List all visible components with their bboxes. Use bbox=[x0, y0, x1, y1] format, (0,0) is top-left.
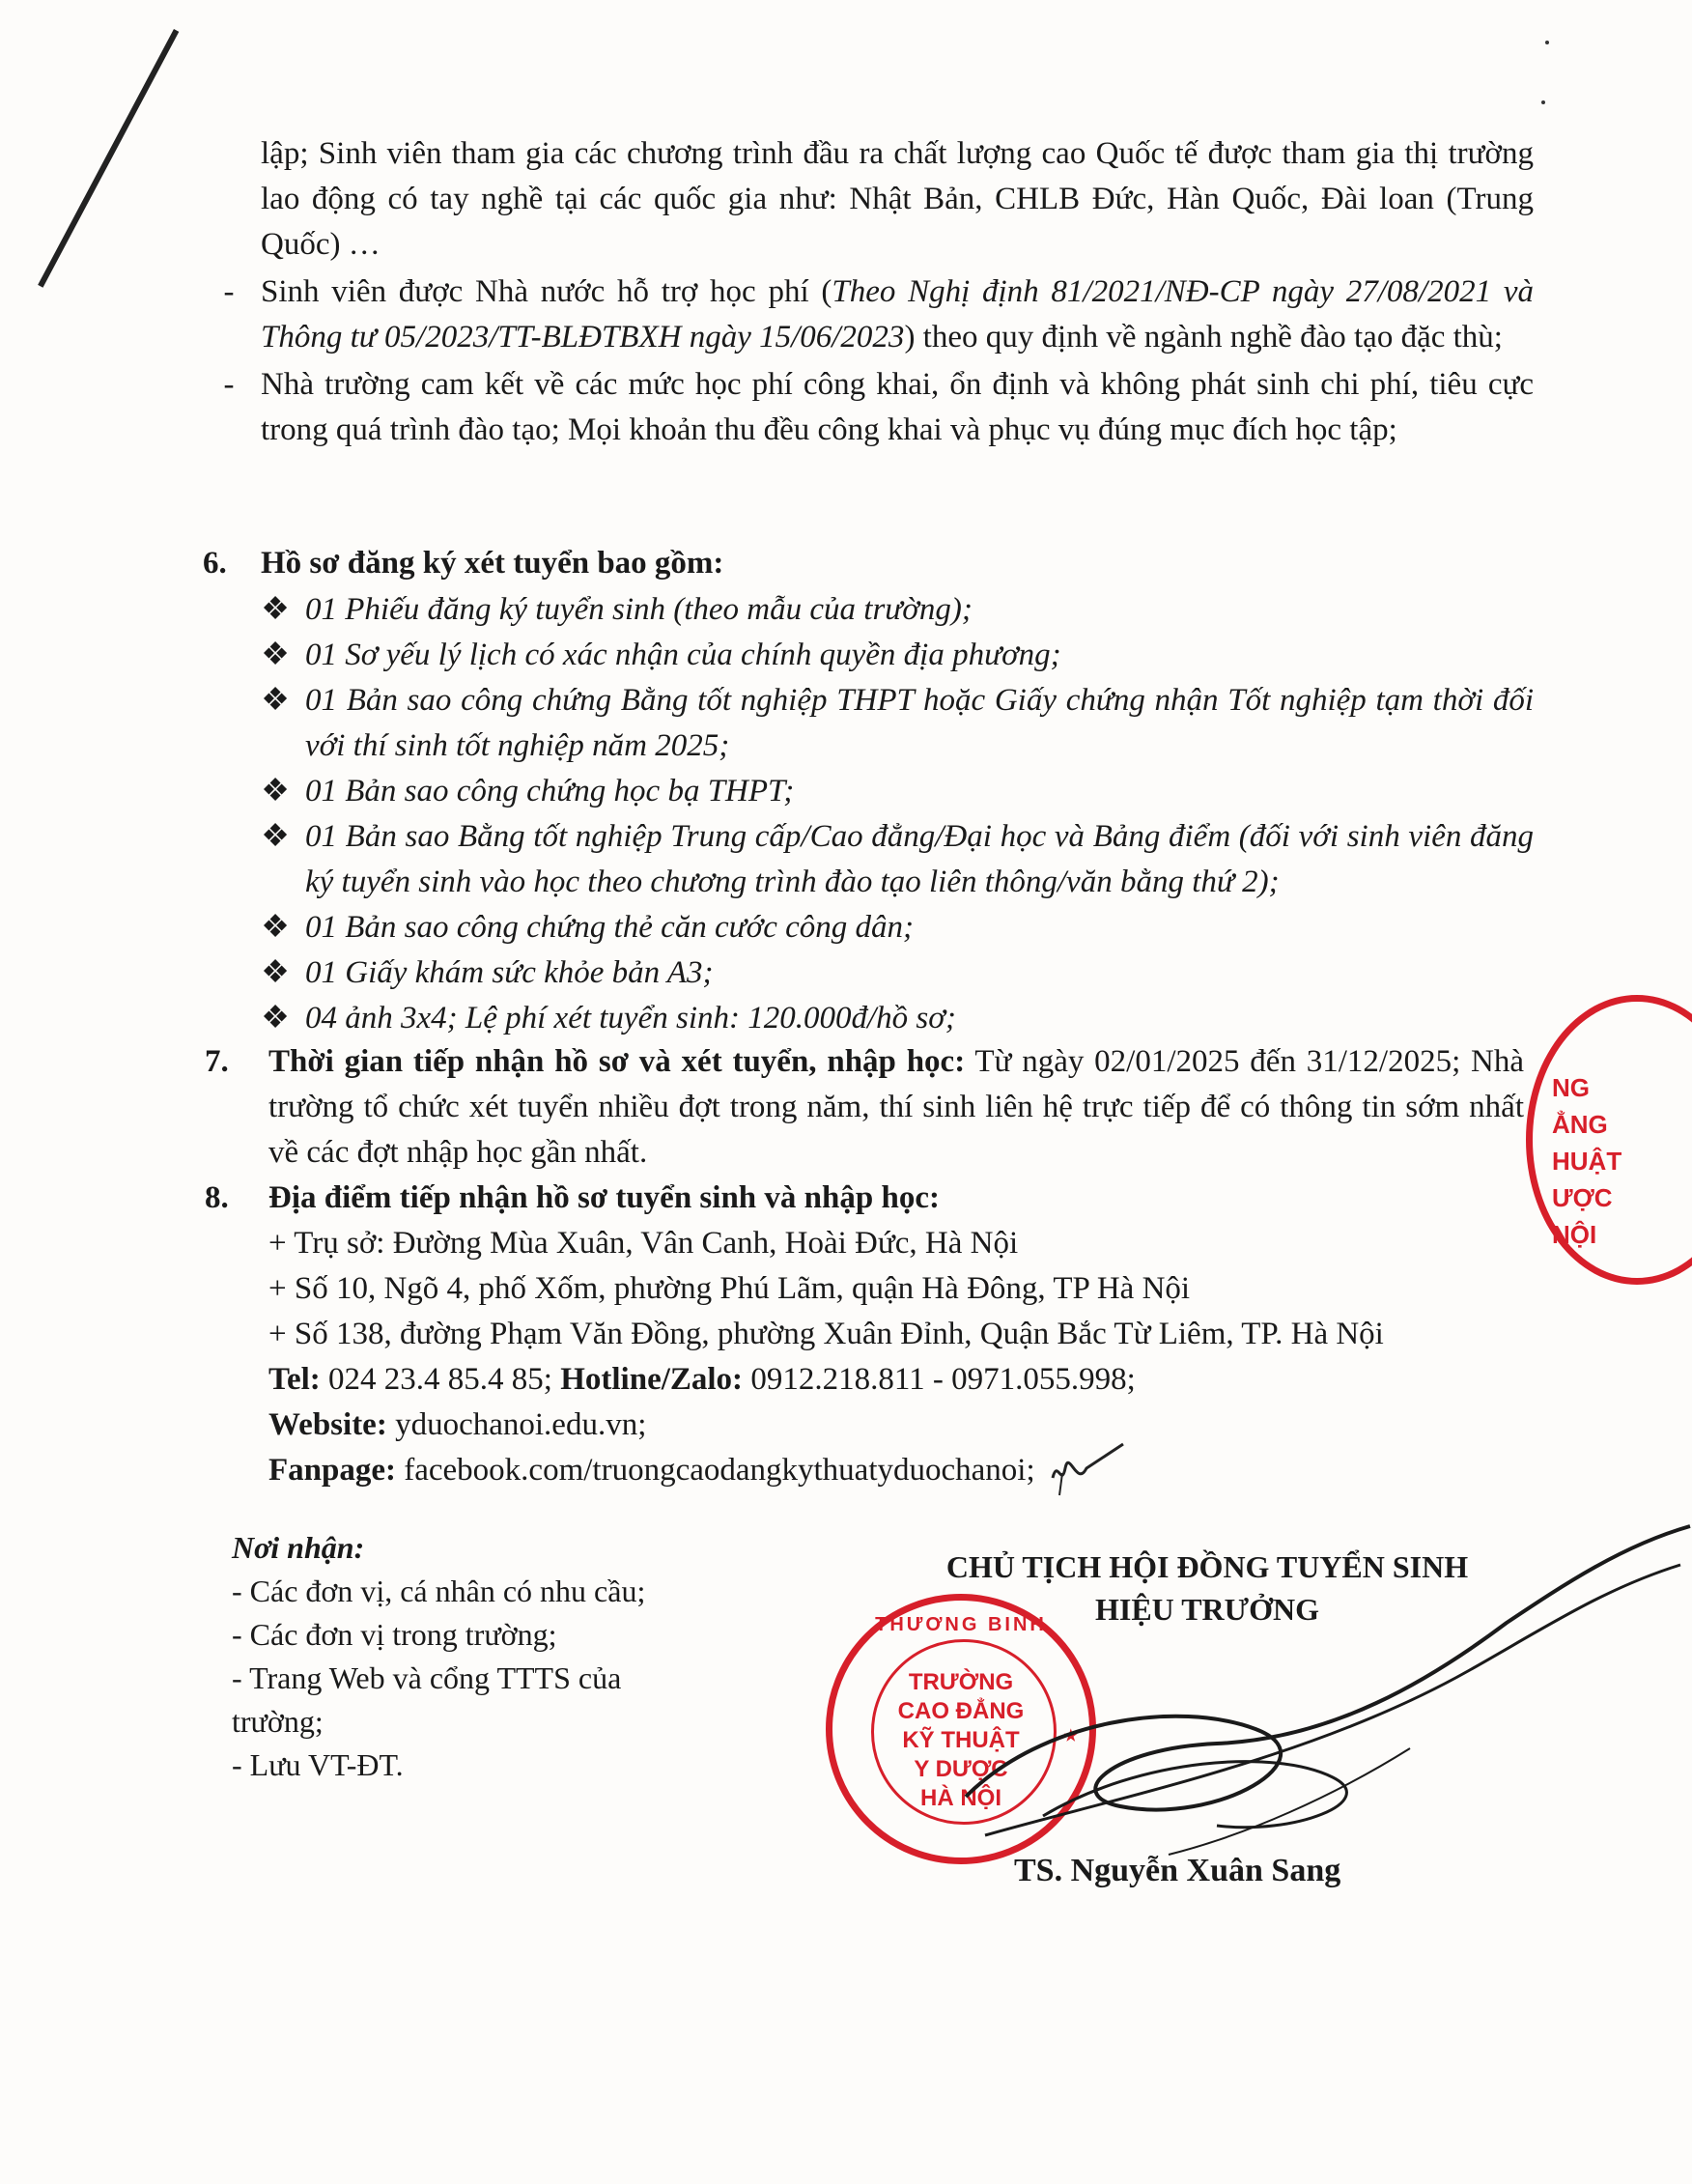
section-6-list bbox=[261, 587, 1534, 1041]
section-title: Địa điểm tiếp nhận hồ sơ tuyển sinh và nhập học: bbox=[268, 1180, 940, 1215]
signer-name: TS. Nguyễn Xuân Sang bbox=[1014, 1853, 1341, 1888]
section-title: Hồ sơ đăng ký xét tuyển bao gồm: bbox=[261, 546, 724, 581]
list-item: ❖ 01 Giấy khám sức khỏe bản A3; bbox=[305, 950, 1534, 996]
recipient-item: - Lưu VT-ĐT. bbox=[232, 1747, 404, 1782]
diamond-bullet-icon: ❖ bbox=[261, 592, 290, 627]
list-item: ❖ 01 Bản sao công chứng học bạ THPT; bbox=[305, 769, 1534, 814]
diamond-bullet-icon: ❖ bbox=[261, 1001, 290, 1035]
bullet2-text: Nhà trường cam kết về các mức học phí công khai, ổn định và không phát sinh chi phí, tiêu cực trong quá trình đào tạo; Mọi khoản thu đều công khai và phục vụ đúng mục đích học tập; bbox=[261, 367, 1534, 447]
tel-label: Tel: bbox=[268, 1362, 321, 1397]
stamp-top-text: THƯƠNG BINH bbox=[875, 1614, 1047, 1635]
bullet1-post: ) theo quy định về ngành nghề đào tạo đặc thù; bbox=[904, 320, 1503, 355]
website-line bbox=[268, 1403, 1524, 1448]
intro-block bbox=[223, 131, 1534, 453]
initial-signature-mark bbox=[1048, 1439, 1125, 1497]
website-value: yduochanoi.edu.vn; bbox=[386, 1407, 647, 1442]
partial-edge-stamp bbox=[1526, 995, 1692, 1285]
address-2: + Số 10, Ngõ 4, phố Xốm, phường Phú Lãm, quận Hà Đông, TP Hà Nội bbox=[268, 1271, 1191, 1306]
address-3: + Số 138, đường Phạm Văn Đồng, phường Xuân Đỉnh, Quận Bắc Từ Liêm, TP. Hà Nội bbox=[268, 1317, 1384, 1351]
bullet1-legal-ref: Theo Nghị định 81/2021/NĐ-CP ngày 27/08/2021 và Thông tư 05/2023/TT-BLĐTBXH ngày 15/06/2023 bbox=[261, 274, 1534, 355]
handwritten-signature bbox=[927, 1507, 1692, 1913]
section-7 bbox=[205, 1039, 1525, 1176]
dash-marker: - bbox=[223, 274, 235, 309]
diamond-bullet-icon: ❖ bbox=[261, 819, 290, 854]
list-item: ❖ 01 Phiếu đăng ký tuyển sinh (theo mẫu của trường); bbox=[305, 587, 1534, 633]
stamp-star-icon: ★ bbox=[1063, 1728, 1078, 1744]
section-8 bbox=[205, 1176, 1524, 1493]
recipient-item: - Các đơn vị trong trường; bbox=[232, 1617, 557, 1652]
recipient-item: - Các đơn vị, cá nhân có nhu cầu; bbox=[232, 1574, 646, 1608]
hotline-value: 0912.218.811 - 0971.055.998; bbox=[743, 1362, 1136, 1397]
fanpage-label: Fanpage: bbox=[268, 1453, 396, 1488]
intro-continuation: lập; Sinh viên tham gia các chương trình đầu ra chất lượng cao Quốc tế được tham gia thị trường lao động có tay nghề tại các quốc gia như: Nhật Bản, CHLB Đức, Hàn Quốc, Đài loan (Trung Quốc) … bbox=[261, 136, 1534, 262]
diamond-bullet-icon: ❖ bbox=[261, 774, 290, 808]
signer-title-2: HIỆU TRƯỞNG bbox=[1094, 1592, 1320, 1627]
section-7-text: Từ ngày 02/01/2025 đến 31/12/2025; Nhà trường tổ chức xét tuyển nhiều đợt trong năm, thí sinh liên hệ trực tiếp để có thông tin sớm nhất về các đợt nhập học gần nhất. bbox=[268, 1044, 1525, 1170]
diamond-bullet-icon: ❖ bbox=[261, 683, 290, 718]
recipient-item: - Trang Web và cổng TTTS của trường; bbox=[232, 1660, 622, 1739]
dash-marker: - bbox=[223, 367, 235, 402]
hotline-label: Hotline/Zalo: bbox=[560, 1362, 744, 1397]
section-number: 6. bbox=[203, 546, 227, 581]
section-number: 7. bbox=[205, 1044, 229, 1079]
diamond-bullet-icon: ❖ bbox=[261, 638, 290, 672]
section-number: 8. bbox=[205, 1180, 229, 1215]
list-item: ❖ 04 ảnh 3x4; Lệ phí xét tuyển sinh: 120.000đ/hồ sơ; bbox=[305, 996, 1534, 1041]
partial-stamp-text: NG ẲNG HUẬT ƯỢC NỘI bbox=[1552, 1073, 1622, 1249]
scan-edge-line bbox=[38, 29, 179, 288]
signer-title-1: CHỦ TỊCH HỘI ĐỒNG TUYỂN SINH bbox=[945, 1549, 1469, 1584]
list-item: ❖ 01 Bản sao công chứng thẻ căn cước công dân; bbox=[305, 905, 1534, 950]
diamond-bullet-icon: ❖ bbox=[261, 910, 290, 945]
section-title: Thời gian tiếp nhận hồ sơ và xét tuyển, nhập học: bbox=[268, 1044, 966, 1079]
intro-bullet-1 bbox=[223, 269, 1534, 360]
contact-line bbox=[268, 1357, 1524, 1403]
bullet1-pre: Sinh viên được Nhà nước hỗ trợ học phí ( bbox=[261, 274, 832, 309]
recipients-block bbox=[232, 1526, 695, 1787]
scan-speck bbox=[1541, 100, 1545, 104]
tel-value: 024 23.4 85.4 85; bbox=[320, 1362, 561, 1397]
section-6-heading bbox=[203, 541, 1534, 586]
fanpage-line bbox=[268, 1448, 1524, 1493]
list-item: ❖ 01 Bản sao công chứng Bằng tốt nghiệp THPT hoặc Giấy chứng nhận Tốt nghiệp tạm thời đối với thí sinh tốt nghiệp năm 2025; bbox=[305, 678, 1534, 769]
address-1: + Trụ sở: Đường Mùa Xuân, Vân Canh, Hoài Đức, Hà Nội bbox=[268, 1226, 1019, 1261]
list-item: ❖ 01 Sơ yếu lý lịch có xác nhận của chính quyền địa phương; bbox=[305, 633, 1534, 678]
intro-bullet-2 bbox=[223, 362, 1534, 453]
website-label: Website: bbox=[268, 1407, 387, 1442]
diamond-bullet-icon: ❖ bbox=[261, 955, 290, 990]
recipients-heading: Nơi nhận: bbox=[232, 1530, 365, 1565]
stamp-center-text: TRƯỜNG CAO ĐẲNG KỸ THUẬT Y DƯỢC HÀ NỘI bbox=[897, 1669, 1025, 1811]
fanpage-value: facebook.com/truongcaodangkythuatyduochanoi; bbox=[396, 1453, 1035, 1488]
list-item: ❖ 01 Bản sao Bằng tốt nghiệp Trung cấp/Cao đẳng/Đại học và Bảng điểm (đối với sinh viên đăng ký tuyển sinh vào học theo chương trình đào tạo liên thông/văn bằng thứ 2); bbox=[305, 814, 1534, 905]
scan-speck bbox=[1545, 41, 1549, 44]
